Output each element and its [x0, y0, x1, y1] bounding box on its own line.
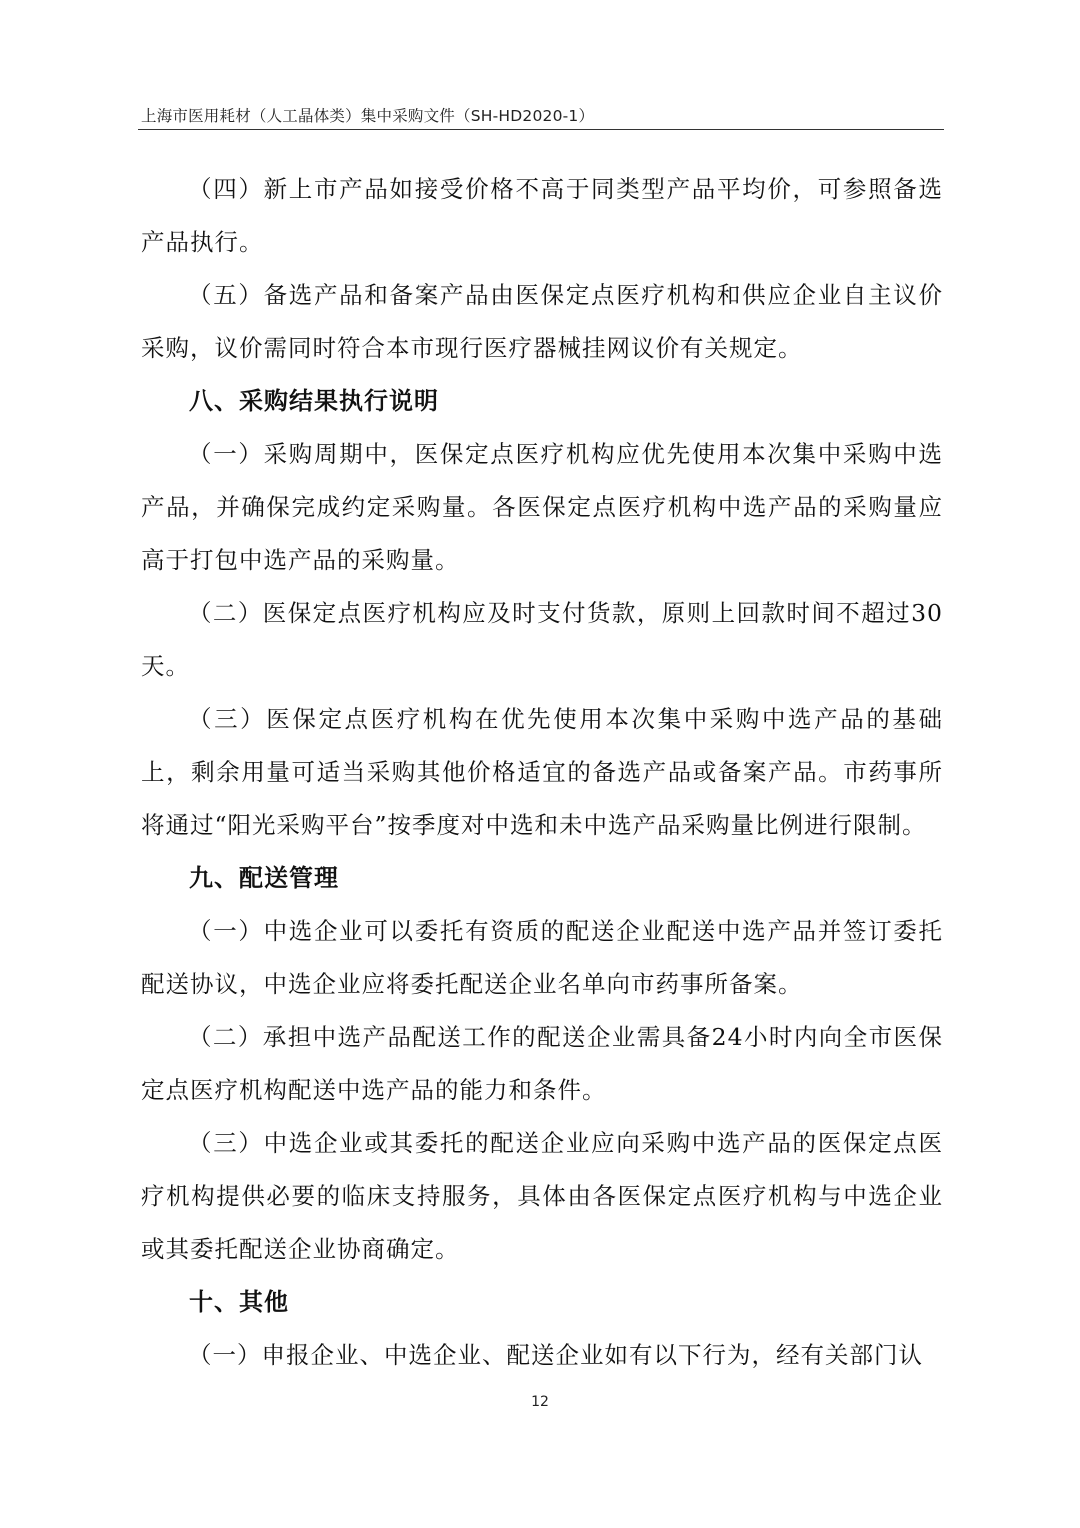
paragraph: （二）医保定点医疗机构应及时支付货款，原则上回款时间不超过30天。: [141, 599, 943, 680]
paragraph: （四）新上市产品如接受价格不高于同类型产品平均价，可参照备选产品执行。: [141, 175, 943, 256]
running-header: 上海市医用耗材（人工晶体类）集中采购文件（SH-HD2020-1）: [141, 107, 595, 125]
paragraph: （一）中选企业可以委托有资质的配送企业配送中选产品并签订委托配送协议，中选企业应将委托配送企业名单向市药事所备案。: [141, 917, 943, 998]
header-rule: [138, 129, 944, 130]
paragraph: （五）备选产品和备案产品由医保定点医疗机构和供应企业自主议价采购，议价需同时符合本市现行医疗器械挂网议价有关规定。: [141, 281, 943, 362]
paragraph: （三）中选企业或其委托的配送企业应向采购中选产品的医保定点医疗机构提供必要的临床支持服务，具体由各医保定点医疗机构与中选企业或其委托配送企业协商确定。: [141, 1129, 943, 1263]
paragraph: （三）医保定点医疗机构在优先使用本次集中采购中选产品的基础上，剩余用量可适当采购其他价格适宜的备选产品或备案产品。市药事所将通过“阳光采购平台”按季度对中选和未中选产品采购量比例进行限制。: [141, 705, 943, 839]
section-heading: 十、其他: [189, 1288, 289, 1316]
section-heading: 八、采购结果执行说明: [189, 387, 439, 415]
paragraph: （一）申报企业、中选企业、配送企业如有以下行为，经有关部门认: [188, 1341, 923, 1369]
paragraph: （一）采购周期中，医保定点医疗机构应优先使用本次集中采购中选产品，并确保完成约定采购量。各医保定点医疗机构中选产品的采购量应高于打包中选产品的采购量。: [141, 440, 943, 574]
document-body: [141, 163, 943, 1382]
page-number: 12: [531, 1394, 549, 1410]
paragraph: （二）承担中选产品配送工作的配送企业需具备24小时内向全市医保定点医疗机构配送中选产品的能力和条件。: [141, 1023, 943, 1104]
section-heading: 九、配送管理: [189, 864, 339, 892]
